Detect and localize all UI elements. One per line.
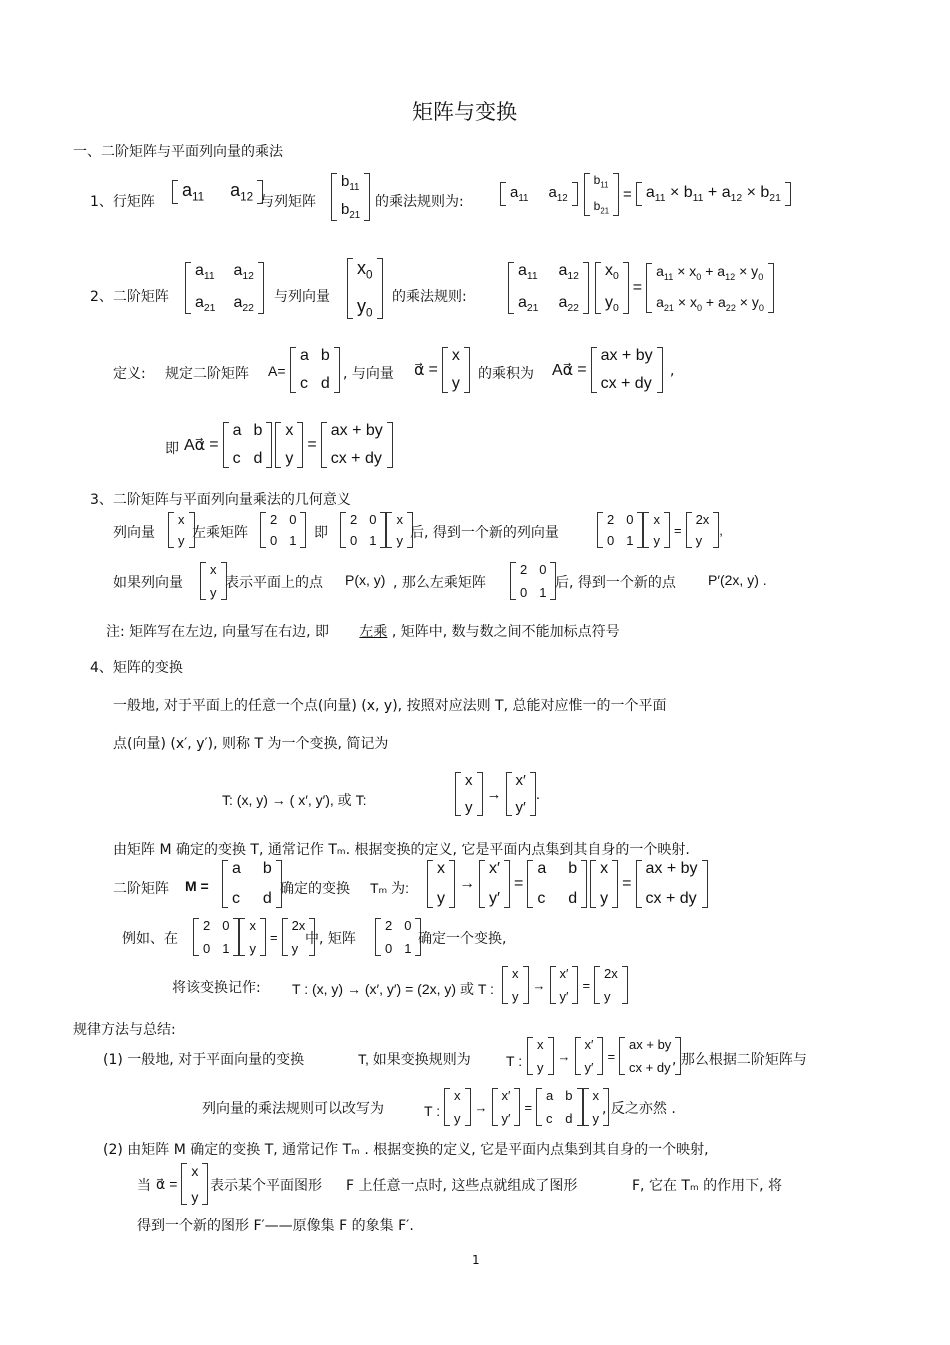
rule1b-c: , 反之亦然 .	[602, 1101, 676, 1117]
item2-label: 2、二阶矩阵	[90, 289, 169, 305]
item3-text-d: 后, 得到一个新的列向量	[410, 525, 559, 541]
item2-text2: 的乘法规则:	[392, 289, 467, 305]
page-title: 矩阵与变换	[412, 100, 517, 124]
vector-xy-2: x y	[200, 562, 227, 600]
rule2b-b: 表示某个平面图形	[210, 1178, 322, 1194]
item2-formula: $a_{11}$ $a_{12}$ $a_{21}$ $a_{22}$ $x_0$ $y_0$ = $a_{11} \times x_0 + a_{12} \times y_0$ $a_{21} \times x_0 + a_{22} \times y_0$	[508, 262, 774, 314]
rule1-c: T :	[506, 1053, 523, 1069]
rule1b-vectors: x y → x′ y′ = a b c d x y	[444, 1088, 609, 1126]
paragraph-4: 由矩阵 M 确定的变换 T, 通常记作 Tₘ. 根据变换的定义, 它是平面内点集到其自身的一个映射.	[113, 842, 690, 858]
p5-TM: Tₘ 为:	[370, 880, 410, 896]
item2-text: 与列向量	[274, 289, 330, 305]
item1-label: 1、行矩阵	[90, 194, 155, 210]
definition-comma: ,	[670, 363, 675, 379]
page-number: 1	[472, 1253, 480, 1267]
matrix-2001-3: 2 0 0 1	[375, 918, 421, 956]
p7-formula: T : (x, y) → (x′, y′) = (2x, y) 或 T :	[292, 981, 494, 997]
rule1-vectors: x y → x′ y′ = ax + by cx + dy	[527, 1037, 681, 1075]
matrix-2001-2: 2 0 0 1	[510, 562, 556, 600]
item1-text: 与列矩阵	[260, 194, 316, 210]
definition-label: 定义:	[113, 366, 146, 382]
point-p: P(x, y)	[345, 572, 386, 588]
matrix-M: a b c d	[222, 860, 282, 908]
item3-text-b: 左乘矩阵	[192, 525, 248, 541]
transform-notation: T: (x, y) → ( x′, y′), 或 T:	[222, 792, 367, 808]
column-matrix: $b_{11}$ $b_{21}$	[331, 173, 370, 221]
rule1-b: T, 如果变换规则为	[358, 1051, 471, 1067]
paragraph-1: 一般地, 对于平面上的任意一个点(向量) (x, y), 按照对应法则 T, 总能对应惟一的一个平面	[113, 698, 667, 714]
product-result: Aα⃗ = ax + by cx + dy	[552, 347, 663, 393]
rule2b-d: F, 它在 Tₘ 的作用下, 将	[632, 1178, 783, 1194]
rule2b-c: F 上任意一点时, 这些点就组成了图形	[346, 1178, 578, 1194]
item3-line2-a: 如果列向量	[113, 575, 183, 591]
note-text	[106, 621, 620, 641]
note-left-multiply: 左乘	[359, 624, 388, 640]
definition-A: A=	[268, 363, 286, 379]
new-vector-equation: 2 0 0 1 x y = 2x y ,	[597, 512, 723, 548]
matrix-times-vector-1: 2 0 0 1 x y	[340, 512, 413, 548]
item3-text-c: 即	[314, 525, 328, 541]
matrix-2001-1: 2 0 0 1	[260, 512, 306, 548]
item4-heading: 4、矩阵的变换	[90, 660, 183, 676]
point-p-prime: P′(2x, y) .	[708, 572, 767, 588]
definition-ji: 即	[165, 441, 179, 457]
p5-label: 二阶矩阵	[113, 881, 169, 897]
row-matrix: $a_{11}$ $a_{12}$	[172, 180, 263, 204]
note-part-c: , 矩阵中, 数与数之间不能加标点符号	[391, 624, 620, 640]
p6-label: 例如、在	[122, 931, 178, 947]
rule1b-a: 列向量的乘法规则可以改写为	[202, 1101, 384, 1117]
p5-equation: x y → x′ y′ = a b c d x y = ax + by cx + dy	[427, 860, 708, 908]
paragraph-2: 点(向量) (x′, y′), 则称 T 为一个变换, 简记为	[113, 736, 389, 752]
rule1b-b: T :	[424, 1103, 441, 1119]
section-heading: 一、二阶矩阵与平面列向量的乘法	[73, 144, 283, 160]
transform-vectors: x y → x′ y′ .	[455, 772, 540, 816]
item3-heading: 3、二阶矩阵与平面列向量乘法的几何意义	[90, 492, 351, 508]
p6-text: 中, 矩阵	[305, 931, 356, 947]
item3-line2-d: , 那么左乘矩阵	[393, 575, 486, 591]
second-order-matrix: $a_{11}$ $a_{12}$ $a_{21}$ $a_{22}$	[185, 262, 264, 314]
vector-alpha-def: α⃗ = x y	[414, 347, 470, 393]
item3-text-a: 列向量	[113, 525, 155, 541]
p7-vectors: x y → x′ y′ = 2x y	[502, 966, 628, 1004]
definition-text: 规定二阶矩阵	[165, 366, 249, 382]
item1-text2: 的乘法规则为:	[375, 194, 464, 210]
product-equation: Aα⃗ = a b c d x y = ax + by cx + dy	[184, 422, 393, 468]
vector-xy-1: x y	[168, 512, 195, 548]
rule2: (2) 由矩阵 M 确定的变换 T, 通常记作 Tₘ . 根据变换的定义, 它是平面内点集到其自身的一个映射,	[103, 1142, 709, 1158]
p6-text2: 确定一个变换,	[418, 931, 507, 947]
p6-equation: 2 0 0 1 x y = 2x y	[193, 918, 315, 956]
matrix-abcd: a b c d	[290, 347, 340, 393]
definition-text2: , 与向量	[343, 366, 394, 382]
column-vector: $x_0$ $y_0$	[347, 258, 383, 319]
definition-text3: 的乘积为	[478, 366, 534, 382]
rules-heading: 规律方法与总结:	[73, 1022, 176, 1038]
p7-label: 将该变换记作:	[172, 980, 261, 996]
item1-formula: $a_{11}$ $a_{12}$ $b_{11}$ $b_{21}$ = $a_{11} \times b_{11} + a_{12} \times b_{21}$	[500, 173, 791, 216]
rule2b-a: 当	[137, 1178, 151, 1194]
rule1-d: , 那么根据二阶矩阵与	[672, 1052, 807, 1068]
p5-M: M =	[185, 878, 209, 894]
note-part-a: 注: 矩阵写在左边, 向量写在右边, 即	[106, 624, 329, 640]
rule2c: 得到一个新的图形 F′——原像集 F 的象集 F′.	[137, 1218, 414, 1234]
item3-line2-e: 后, 得到一个新的点	[555, 575, 676, 591]
rule2b-alpha: α⃗ = x y	[156, 1163, 208, 1205]
p5-text: 确定的变换	[280, 881, 350, 897]
item3-line2-b: 表示平面上的点	[225, 575, 323, 591]
rule1-a: (1) 一般地, 对于平面向量的变换	[103, 1052, 305, 1068]
